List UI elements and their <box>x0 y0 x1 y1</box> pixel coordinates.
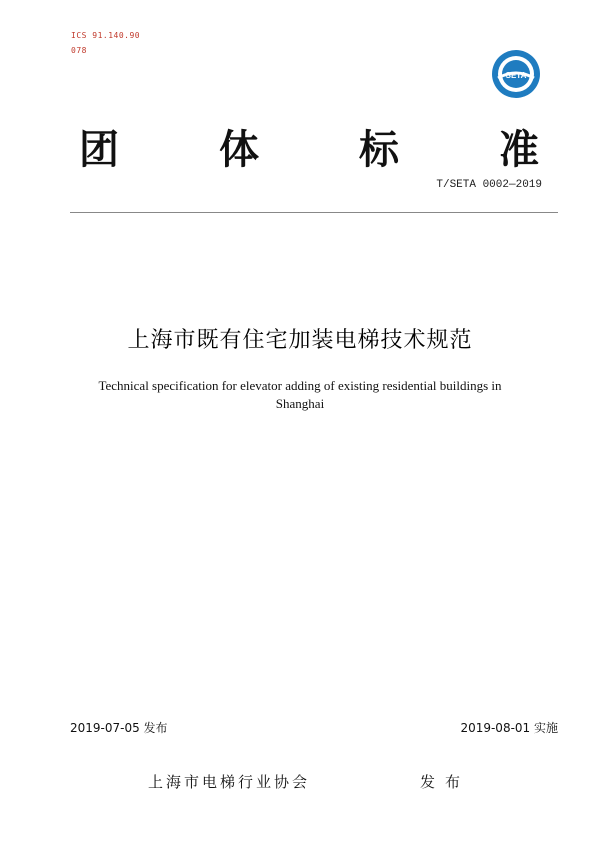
title-char: 准 <box>499 126 541 173</box>
standard-number: T/SETA 0002—2019 <box>436 179 542 191</box>
english-title-line1: Technical specification for elevator adding of existing residential buildings in <box>98 378 502 393</box>
title-char: 团 <box>79 126 121 173</box>
title-char: 标 <box>359 126 401 173</box>
issuing-organization: 上海市电梯行业协会 <box>148 773 311 791</box>
document-category-title <box>70 118 550 175</box>
chinese-title: 上海市既有住宅加装电梯技术规范 <box>127 328 473 353</box>
seta-logo-icon <box>490 48 542 100</box>
title-char: 体 <box>219 126 261 173</box>
header-rule <box>70 212 558 213</box>
implement-date: 2019-08-01 实施 <box>460 721 558 735</box>
logo-text: SETA <box>505 71 527 80</box>
ics-code: ICS 91.140.90 <box>71 31 141 40</box>
english-title <box>50 377 550 413</box>
issue-label: 发布 <box>420 773 471 791</box>
english-title-line2: Shanghai <box>275 396 325 411</box>
seta-logo <box>490 48 542 100</box>
publish-date: 2019-07-05 发布 <box>70 721 168 735</box>
ccs-code: 078 <box>71 46 87 55</box>
